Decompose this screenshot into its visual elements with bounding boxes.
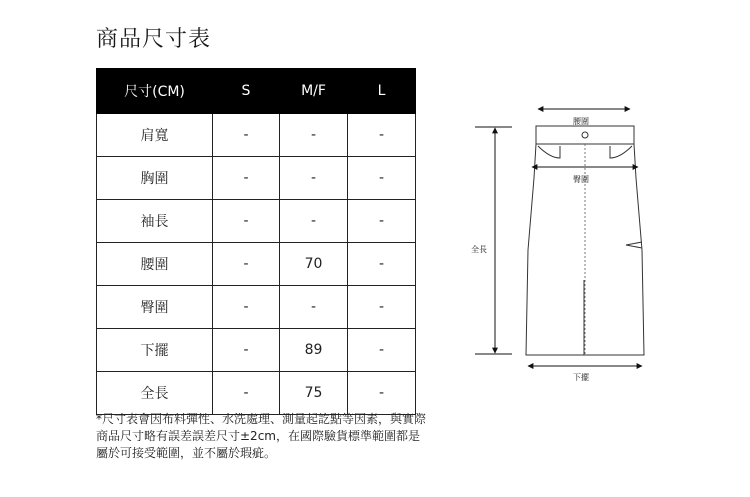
hem-label: 下擺 xyxy=(573,373,589,382)
hip-label: 臀圍 xyxy=(573,175,589,184)
table-cell: - xyxy=(213,243,280,286)
table-cell: - xyxy=(213,157,280,200)
table-cell: - xyxy=(280,114,348,157)
row-label: 胸圍 xyxy=(97,157,213,200)
skirt-icon xyxy=(526,126,644,355)
table-cell: - xyxy=(213,114,280,157)
table-cell: - xyxy=(213,329,280,372)
table-cell: - xyxy=(348,243,416,286)
row-label: 下擺 xyxy=(97,329,213,372)
column-header: 尺寸(CM) xyxy=(97,69,213,114)
table-row xyxy=(97,114,416,157)
column-header: S xyxy=(213,69,280,114)
table-cell: 70 xyxy=(280,243,348,286)
table-cell: - xyxy=(348,114,416,157)
size-disclaimer-note: *尺寸表會因布料彈性、水洗處理、測量起訖點等因素，與實際 商品尺寸略有誤差誤差尺寸±2cm，在國際驗貨標準範圍都是 屬於可接受範圍，並不屬於瑕疵。 xyxy=(96,412,427,460)
page-title: 商品尺寸表 xyxy=(96,27,212,52)
table-row xyxy=(97,243,416,286)
table-row xyxy=(97,372,416,415)
table-cell: 89 xyxy=(280,329,348,372)
table-row xyxy=(97,286,416,329)
table-cell: - xyxy=(280,286,348,329)
table-cell: - xyxy=(348,372,416,415)
size-table xyxy=(96,68,416,415)
table-cell: - xyxy=(280,157,348,200)
table-cell: - xyxy=(213,372,280,415)
row-label: 肩寬 xyxy=(97,114,213,157)
table-cell: - xyxy=(348,286,416,329)
table-row xyxy=(97,157,416,200)
table-cell: - xyxy=(280,200,348,243)
row-label: 袖長 xyxy=(97,200,213,243)
table-cell: - xyxy=(213,286,280,329)
row-label: 臀圍 xyxy=(97,286,213,329)
row-label: 腰圍 xyxy=(97,243,213,286)
table-row xyxy=(97,200,416,243)
column-header: M/F xyxy=(280,69,348,114)
table-cell: - xyxy=(348,200,416,243)
column-header: L xyxy=(348,69,416,114)
skirt-measurement-diagram xyxy=(460,100,660,385)
table-cell: - xyxy=(213,200,280,243)
table-cell: 75 xyxy=(280,372,348,415)
row-label: 全長 xyxy=(97,372,213,415)
waist-label: 腰圍 xyxy=(573,117,589,126)
length-label: 全長 xyxy=(471,245,487,254)
table-row xyxy=(97,329,416,372)
table-cell: - xyxy=(348,329,416,372)
table-cell: - xyxy=(348,157,416,200)
table-header-row xyxy=(97,69,416,114)
